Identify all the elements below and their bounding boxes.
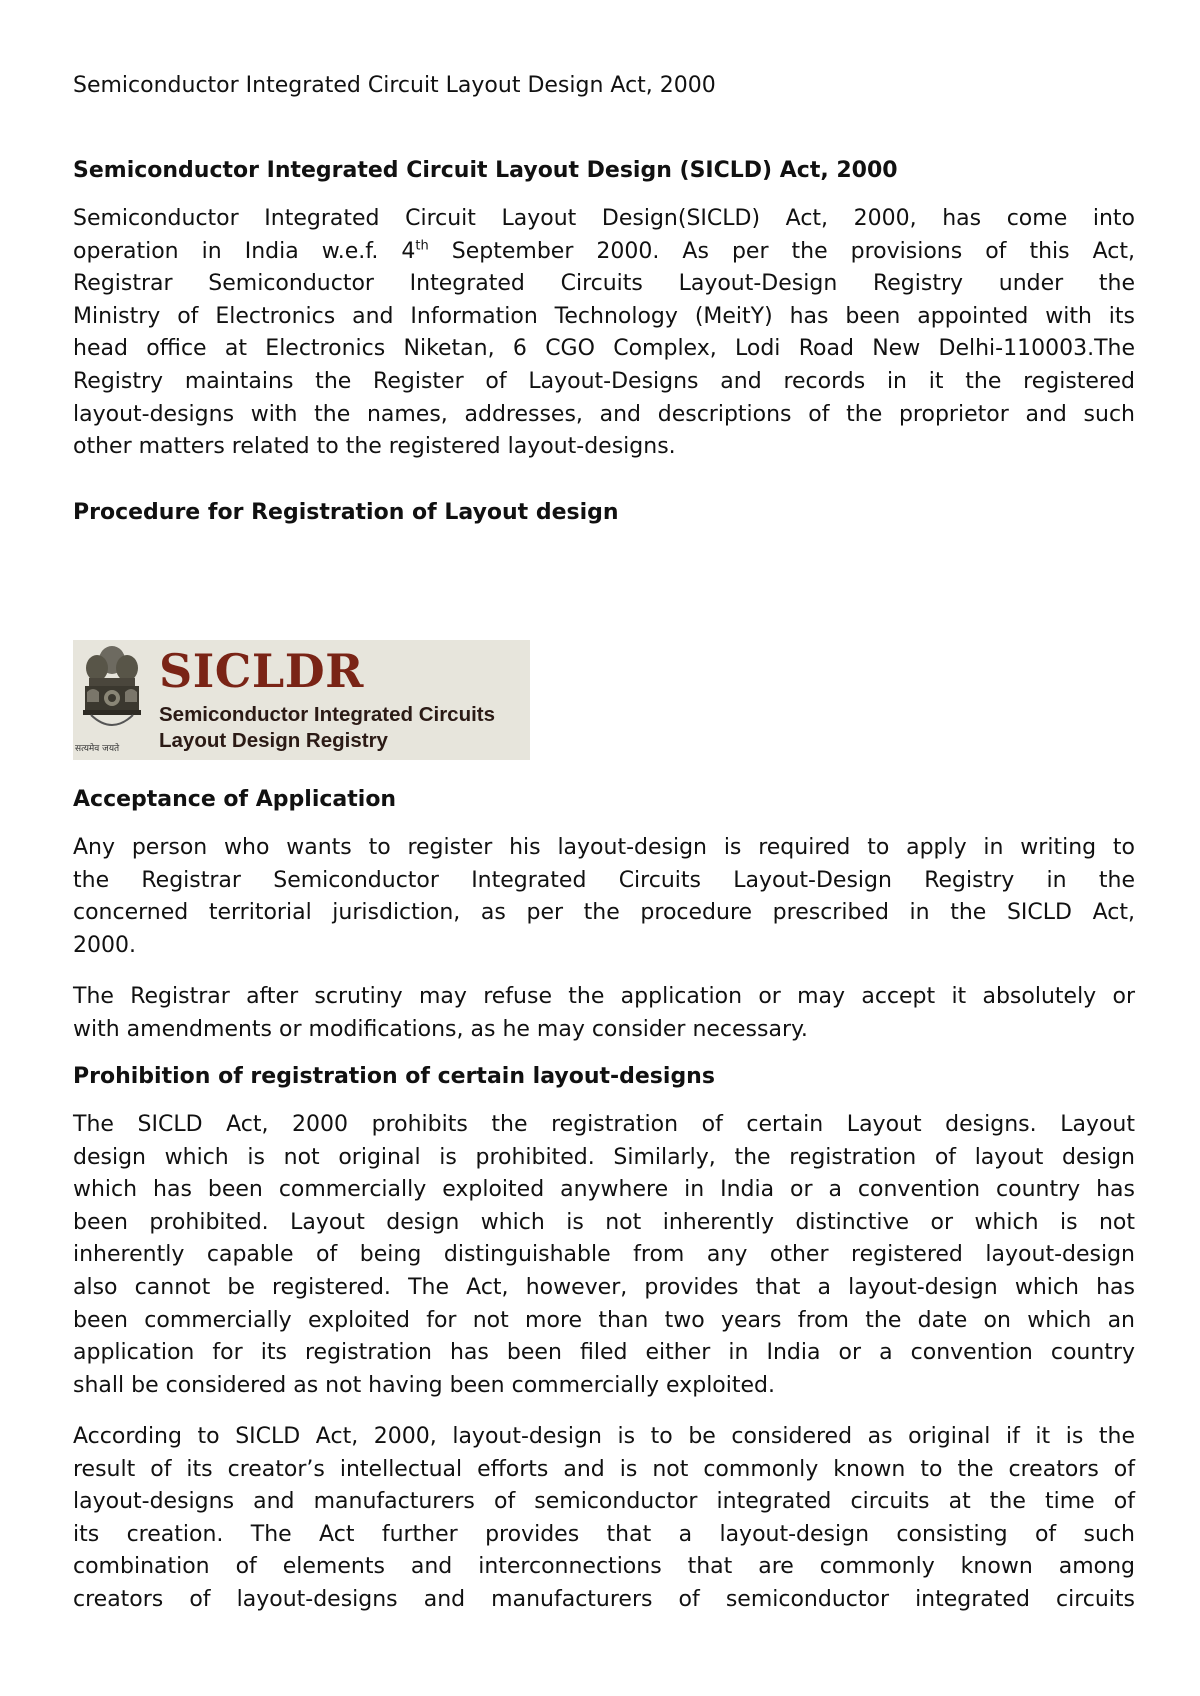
text-line: concerned territorial jurisdiction, as per the procedure prescribed in the SICLD Act,: [73, 900, 1135, 926]
text-line: operation in India w.e.f. 4th September 2000. As per the provisions of this Act,: [73, 238, 1135, 264]
acceptance-heading: Acceptance of Application: [73, 787, 397, 812]
text-line: other matters related to the registered layout-designs.: [73, 434, 676, 460]
text-line: design which is not original is prohibited. Similarly, the registration of layout design: [73, 1144, 1135, 1170]
text-line: Registry maintains the Register of Layout-Designs and records in it the registered: [73, 368, 1135, 394]
emblem-motto: सत्यमेव जयते: [75, 744, 120, 754]
text-line: creators of layout-designs and manufacturers of semiconductor integrated circuits: [73, 1586, 1135, 1612]
acceptance-paragraph-1: [73, 832, 1135, 962]
prohibition-heading-block: [73, 1063, 1135, 1091]
text-line: inherently capable of being distinguishable from any other registered layout-design: [73, 1242, 1135, 1268]
logo-title: SICLDR: [159, 644, 364, 698]
text-line: layout-designs and manufacturers of semiconductor integrated circuits at the time of: [73, 1489, 1135, 1515]
text-line: result of its creator’s intellectual efforts and is not commonly known to the creators of: [73, 1456, 1135, 1482]
procedure-heading: Procedure for Registration of Layout design: [73, 500, 619, 525]
text-line: Ministry of Electronics and Information Technology (MeitY) has been appointed with its: [73, 303, 1135, 329]
text-line: combination of elements and interconnections that are commonly known among: [73, 1554, 1135, 1580]
text-line: Registrar Semiconductor Integrated Circuits Layout-Design Registry under the: [73, 271, 1135, 297]
logo-subtitle-line1: Semiconductor Integrated Circuits: [159, 703, 496, 726]
text-line: 2000.: [73, 932, 136, 958]
text-line: application for its registration has been filed either in India or a convention country: [73, 1340, 1135, 1366]
national-emblem-icon: [75, 642, 149, 758]
logo-subtitle-line2: Layout Design Registry: [159, 729, 388, 752]
document-title-block: [73, 157, 1135, 185]
text-line: According to SICLD Act, 2000, layout-design is to be considered as original if it is the: [73, 1424, 1135, 1449]
acceptance-paragraph-2: [73, 981, 1135, 1046]
prohibition-paragraph-2: [73, 1421, 1135, 1617]
procedure-heading-block: [73, 499, 1135, 527]
text-line: Semiconductor Integrated Circuit Layout Design(SICLD) Act, 2000, has come into: [73, 206, 1135, 231]
text-line: also cannot be registered. The Act, however, provides that a layout-design which has: [73, 1274, 1135, 1300]
text-line: The Registrar after scrutiny may refuse the application or may accept it absolutely or: [73, 984, 1135, 1009]
prohibition-heading: Prohibition of registration of certain layout-designs: [73, 1064, 715, 1089]
document-header: Semiconductor Integrated Circuit Layout Design Act, 2000: [73, 73, 716, 98]
text-line: The SICLD Act, 2000 prohibits the registration of certain Layout designs. Layout: [73, 1112, 1135, 1137]
intro-paragraph: [73, 203, 1135, 464]
sicldr-logo: [73, 640, 530, 760]
text-line: which has been commercially exploited anywhere in India or a convention country has: [73, 1177, 1135, 1203]
text-line: layout-designs with the names, addresses, and descriptions of the proprietor and such: [73, 401, 1135, 427]
document-title: Semiconductor Integrated Circuit Layout Design (SICLD) Act, 2000: [73, 158, 898, 183]
text-line: been prohibited. Layout design which is not inherently distinctive or which is not: [73, 1209, 1135, 1235]
text-line: the Registrar Semiconductor Integrated Circuits Layout-Design Registry in the: [73, 867, 1135, 893]
text-line: Any person who wants to register his layout-design is required to apply in writing to: [73, 835, 1135, 860]
text-line: its creation. The Act further provides that a layout-design consisting of such: [73, 1521, 1135, 1547]
text-line: with amendments or modifications, as he may consider necessary.: [73, 1016, 808, 1042]
text-line: head office at Electronics Niketan, 6 CGO Complex, Lodi Road New Delhi-110003.The: [73, 336, 1135, 362]
text-line: shall be considered as not having been commercially exploited.: [73, 1372, 775, 1398]
text-line: been commercially exploited for not more than two years from the date on which an: [73, 1307, 1135, 1333]
acceptance-heading-block: [73, 786, 1135, 814]
prohibition-paragraph-1: [73, 1109, 1135, 1402]
